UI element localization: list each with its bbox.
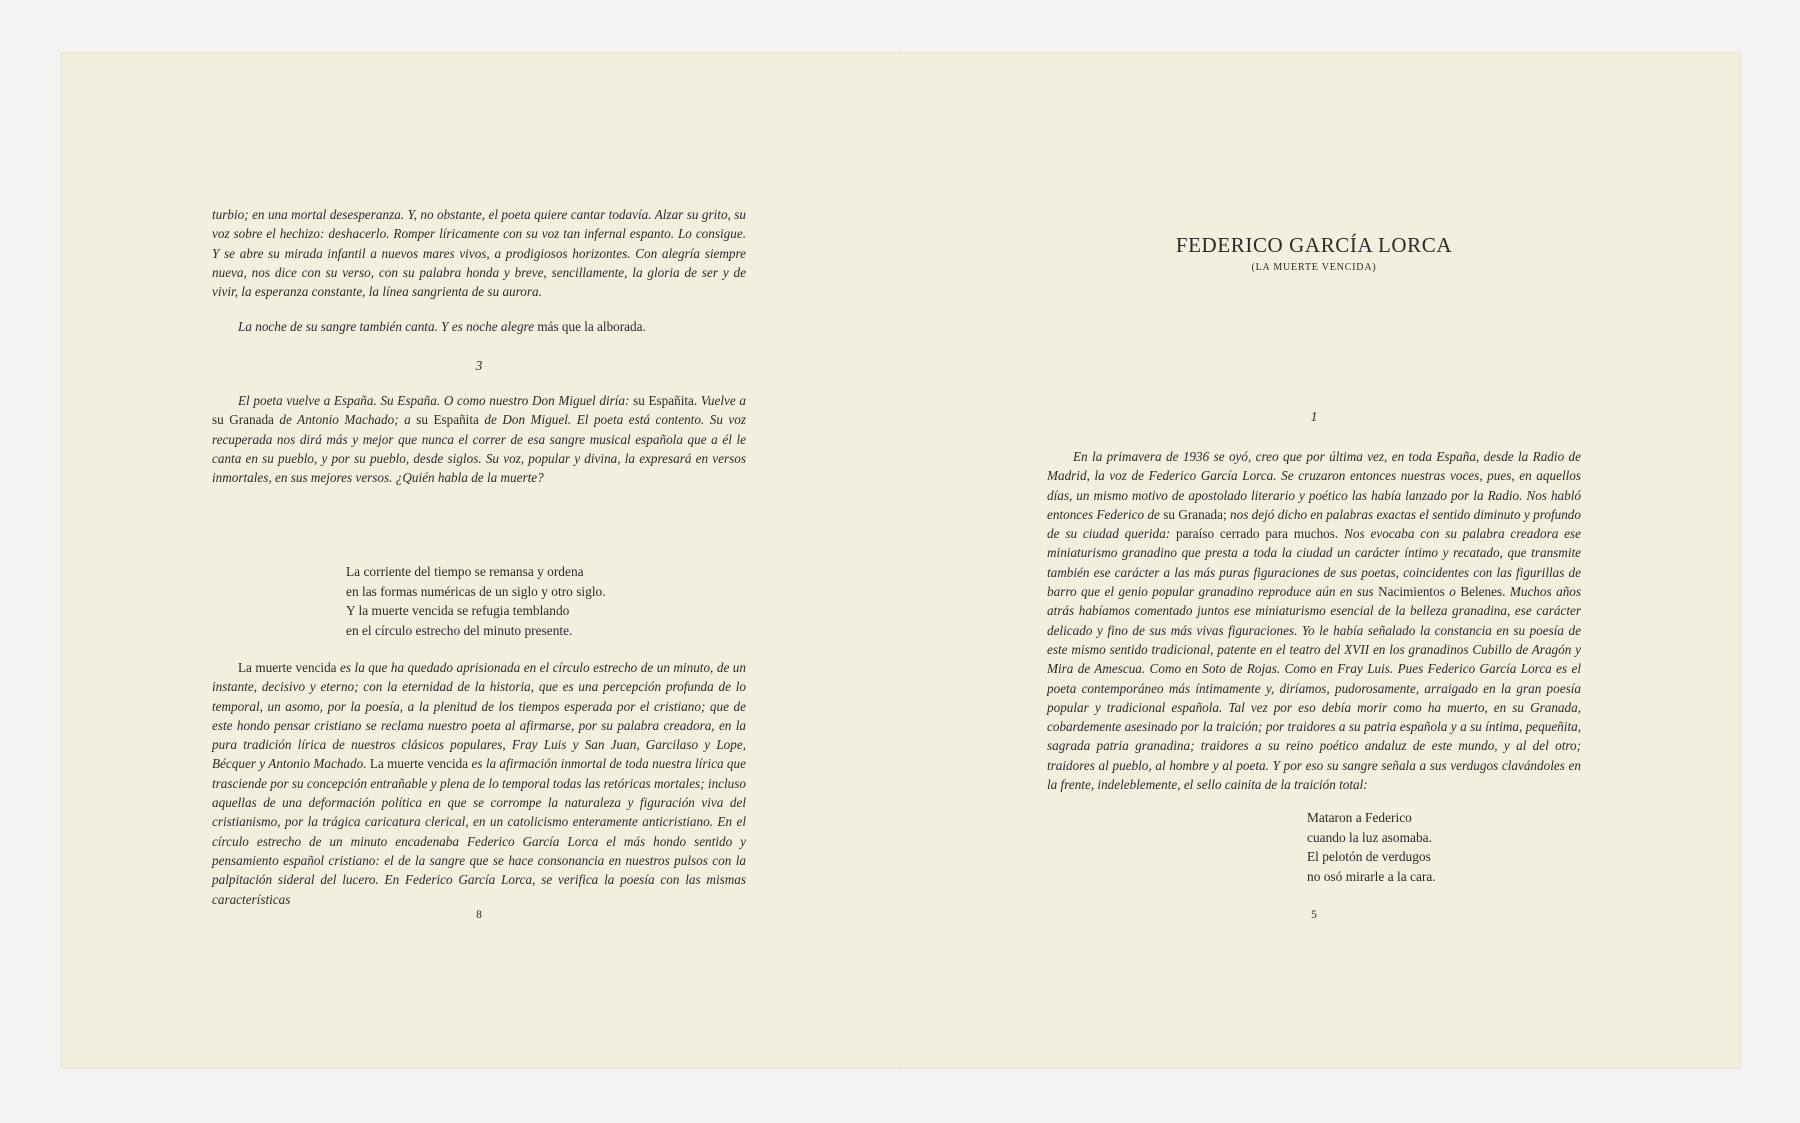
right-verse: [1307, 808, 1436, 886]
left-text-bottom: [212, 658, 746, 909]
verse-line: El pelotón de verdugos: [1307, 849, 1431, 865]
paragraph-muerte: [212, 658, 746, 909]
right-text: [1047, 447, 1581, 794]
verse-line: en el círculo estrecho del minuto presente.: [346, 622, 573, 638]
paragraph-continuation: turbio; en una mortal desesperanza. Y, no obstante, el poeta quiere cantar todavía. Alzar su grito, su voz sobre el hechizo: deshacerlo. Romper líricamente con su voz tan infernal espanto. Lo consigue. Y se abre su mirada infantil a nuevos mares vivos, a prodigiosos horizontes. Con alegría siempre nueva, nos dice con su verso, con su palabra honda y breve, sencillamente, la gloria de ser y de vivir, la esperanza constante, la línea sangrienta de su aurora.: [212, 207, 746, 300]
section-number-3: 3: [475, 358, 483, 373]
right-page: [902, 53, 1740, 1067]
verse-line: en las formas numéricas de un siglo y otro siglo.: [346, 583, 606, 599]
left-verse: [346, 562, 606, 640]
poeta-text-c: Vuelve a: [697, 393, 747, 408]
page-subtitle: (LA MUERTE VENCIDA): [1251, 262, 1377, 273]
paragraph-poeta: [212, 391, 746, 487]
muerte-text-b: es la que ha quedado aprisionada en el círculo estrecho de un minuto, de un instante, decisivo y eterno; con la eternidad de la historia, que es una percepción profunda de lo temporal, un asomo, por la poesía, a la plenitud de los tiempos esperada por el cristiano; que de este hondo pensar cristiano se reclama nuestro poeta al afirmarse, por su palabra creadora, en la pura tradición lírica de nuestros clásicos populares, Fray Luis y San Juan, Garcilaso y Lope, Bécquer y Antonio Machado.: [212, 660, 746, 772]
poeta-text-g: de Don Miguel. El poeta está contento. Su voz recuperada nos dirá más y mejor que nunca el correr de esa sangre musical española que a él le canta en su pueblo, y por su pueblo, desde siglos. Su voz, popular y divina, la expresará en versos inmortales, en sus mejores versos. ¿Quién habla de la muerte?: [212, 412, 747, 486]
poeta-text-a: El poeta vuelve a España. Su España. O como nuestro Don Miguel diría:: [238, 393, 634, 408]
noche-text-b: más que la alborada.: [537, 319, 646, 335]
primavera-text-d: paraíso cerrado para muchos.: [1175, 526, 1339, 542]
left-text-top: [212, 205, 746, 337]
book-spread: [62, 53, 1740, 1067]
left-text-middle: [212, 391, 746, 487]
muerte-text-c: La muerte vencida: [369, 756, 469, 772]
verse-line: La corriente del tiempo se remansa y ordena: [346, 564, 584, 579]
primavera-text-a: En la primavera de 1936 se oyó, creo que por última vez, en toda España, desde la Radio de Madrid, la voz de Federico García Lorca. Se cruzaron entonces nuestras voces, pues, en aquellos días, un mismo motivo de apostolado literario y poético las había lanzado por la Radio. Nos habló entonces Federico de: [1047, 449, 1581, 522]
poeta-text-d: su Granada: [212, 412, 274, 428]
verse-line: Y la muerte vencida se refugia temblando: [346, 603, 570, 619]
paragraph-noche: [212, 317, 746, 336]
primavera-text-i: Muchos años atrás habíamos comentado juntos ese miniaturismo esencial de la belleza granadina, ese carácter delicado y fino de sus más vivas figuraciones. Yo le había señalado la constancia en su poesía de este mismo sentido tradicional, patente en el teatro del XVII en los granadinos Cubillo de Aragón y Mira de Amescua. Como en Soto de Rojas. Como en Fray Luis. Pues Federico García Lorca es el poeta contemporáneo más íntimamente y, diríamos, pudorosamente, arraigado en la gran poesía popular y tradicional española. Tal vez por eso debía morir como ha muerto, en su Granada, cobardemente asesinado por la traición; por traidores a su patria española y a su íntima, pequeñita, sagrada patria granadina; traidores a su reino poético andaluz de este mundo, y al del otro; traidores al pueblo, al hombre y al poeta. Y por eso su sangre señala a sus verdugos clavándoles en la frente, indeleblemente, el sello cainita de la traición total:: [1047, 584, 1582, 793]
paragraph-primavera: [1047, 447, 1581, 794]
noche-text-a: La noche de su sangre también canta. Y es noche alegre: [238, 319, 538, 335]
primavera-text-g: o: [1444, 584, 1461, 600]
primavera-text-h: Belenes.: [1460, 584, 1506, 600]
muerte-text-a: La muerte vencida: [238, 660, 337, 675]
poeta-text-b: su Españita.: [633, 393, 698, 408]
verse-line: cuando la luz asomaba.: [1307, 829, 1432, 845]
primavera-text-b: su Granada;: [1163, 506, 1227, 522]
page-title: FEDERICO GARCÍA LORCA: [1175, 233, 1453, 257]
primavera-text-c: nos dejó dicho en palabras exactas el sentido diminuto y profundo de su ciudad querida:: [1047, 506, 1581, 542]
left-page: [62, 53, 900, 1067]
poeta-text-f: su Españita: [416, 412, 479, 428]
poeta-text-e: de Antonio Machado; a: [273, 412, 417, 428]
verse-line: no osó mirarle a la cara.: [1307, 868, 1436, 884]
section-number-1: 1: [1310, 409, 1318, 424]
primavera-text-f: Nacimientos: [1378, 584, 1445, 600]
verse-line: Mataron a Federico: [1307, 810, 1412, 825]
primavera-text-e: Nos evocaba con su palabra creadora ese miniaturismo granadino que presta a toda la ciudad un carácter íntimo y recatado, que transmite también ese carácter a las más puras figuraciones de sus poetas, coincidentes con las figurillas de barro que el genio popular granadino reproduce aún en sus: [1047, 526, 1582, 600]
page-number-right: 5: [1311, 909, 1317, 921]
page-number-left: 8: [476, 909, 482, 921]
muerte-text-d: es la afirmación inmortal de toda nuestra lírica que trasciende por su concepción entrañable y plena de lo temporal todas las retóricas mortales; incluso aquellas de una deformación política en que se corrompe la naturaleza y figuración viva del cristianismo, por la trágica caricatura clerical, en un catolicismo enteramente anticristiano. En el círculo estrecho de un minuto encadenaba Federico García Lorca el más hondo sentido y pensamiento español cristiano: el de la sangre que se hace consonancia en nuestros pulsos con la palpitación sideral del lucero. En Federico García Lorca, se verifica la poesía con las mismas características: [212, 756, 746, 907]
